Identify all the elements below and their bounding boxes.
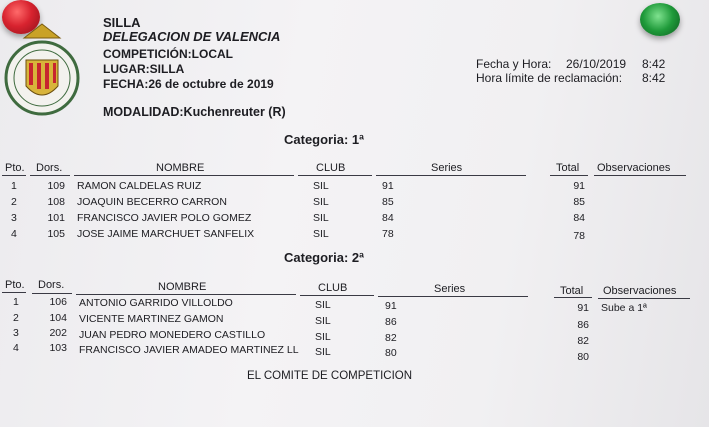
row-club: SIL bbox=[313, 228, 329, 240]
row-total: 91 bbox=[573, 180, 585, 192]
row-series: 91 bbox=[382, 180, 394, 192]
col-total: Total bbox=[560, 285, 584, 297]
col-nombre: NOMBRE bbox=[158, 281, 207, 293]
row-nombre: ANTONIO GARRIDO VILLOLDO bbox=[79, 297, 233, 309]
row-total: 85 bbox=[573, 196, 585, 208]
limite-label: Hora límite de reclamación: bbox=[476, 71, 623, 85]
row-club: SIL bbox=[313, 196, 329, 208]
row-total: 78 bbox=[573, 230, 585, 242]
col-dors: Dors. bbox=[36, 162, 63, 174]
fecha-hora-label: Fecha y Hora: bbox=[476, 57, 552, 71]
row-pto: 3 bbox=[11, 212, 17, 224]
row-pto: 3 bbox=[13, 327, 19, 339]
row-club: SIL bbox=[315, 315, 331, 327]
row-dors: 103 bbox=[49, 342, 67, 354]
club-crest-logo bbox=[2, 20, 82, 120]
row-series: 82 bbox=[385, 332, 397, 344]
row-club: SIL bbox=[313, 180, 329, 192]
row-series: 84 bbox=[382, 212, 394, 224]
limite-time: 8:42 bbox=[642, 71, 666, 85]
footer-committee: EL COMITE DE COMPETICION bbox=[247, 370, 413, 382]
row-pto: 1 bbox=[11, 180, 17, 192]
row-total: 91 bbox=[577, 302, 589, 314]
row-club: SIL bbox=[313, 212, 329, 224]
row-nombre: VICENTE MARTINEZ GAMON bbox=[79, 313, 224, 325]
row-dors: 202 bbox=[49, 327, 67, 339]
col-club: CLUB bbox=[316, 162, 346, 174]
col-nombre: NOMBRE bbox=[156, 162, 205, 174]
row-nombre: JUAN PEDRO MONEDERO CASTILLO bbox=[79, 329, 266, 341]
row-dors: 101 bbox=[47, 212, 65, 224]
fecha-hora-time: 8:42 bbox=[642, 57, 666, 71]
row-total: 80 bbox=[577, 351, 589, 363]
col-pto: Pto. bbox=[5, 162, 25, 174]
col-club: CLUB bbox=[318, 282, 348, 294]
row-obs: Sube a 1ª bbox=[601, 302, 647, 314]
col-dors: Dors. bbox=[38, 279, 65, 291]
row-series: 80 bbox=[385, 347, 397, 359]
date-label: FECHA:26 de octubre de 2019 bbox=[103, 77, 274, 91]
col-pto: Pto. bbox=[5, 279, 25, 291]
row-pto: 2 bbox=[13, 312, 19, 324]
row-series: 85 bbox=[382, 196, 394, 208]
row-pto: 4 bbox=[13, 342, 19, 354]
row-dors: 109 bbox=[47, 180, 65, 192]
row-club: SIL bbox=[315, 331, 331, 343]
row-nombre: JOAQUIN BECERRO CARRON bbox=[77, 196, 227, 208]
col-obs: Observaciones bbox=[597, 162, 671, 174]
green-pushpin-icon bbox=[640, 3, 680, 36]
category-1-title: Categoria: 1ª bbox=[284, 132, 364, 147]
row-nombre: JOSE JAIME MARCHUET SANFELIX bbox=[77, 228, 255, 240]
row-dors: 105 bbox=[47, 228, 65, 240]
row-club: SIL bbox=[315, 346, 331, 358]
row-nombre: RAMON CALDELAS RUIZ bbox=[77, 180, 202, 192]
row-dors: 108 bbox=[47, 196, 65, 208]
row-series: 78 bbox=[382, 228, 394, 240]
row-total: 82 bbox=[577, 335, 589, 347]
fecha-hora-date: 26/10/2019 bbox=[566, 57, 627, 71]
row-nombre: FRANCISCO JAVIER AMADEO MARTINEZ LL bbox=[79, 344, 299, 356]
row-dors: 106 bbox=[49, 296, 67, 308]
row-total: 86 bbox=[577, 319, 589, 331]
row-series: 86 bbox=[385, 316, 397, 328]
col-series: Series bbox=[434, 283, 466, 295]
row-dors: 104 bbox=[49, 312, 67, 324]
row-nombre: FRANCISCO JAVIER POLO GOMEZ bbox=[77, 212, 252, 224]
row-club: SIL bbox=[315, 299, 331, 311]
row-pto: 4 bbox=[11, 228, 17, 240]
modality-label: MODALIDAD:Kuchenreuter (R) bbox=[103, 105, 286, 119]
col-series: Series bbox=[431, 162, 463, 174]
place-label: LUGAR:SILLA bbox=[103, 62, 185, 76]
row-pto: 1 bbox=[13, 296, 19, 308]
competition-label: COMPETICIÓN:LOCAL bbox=[103, 47, 233, 61]
delegation-title: DELEGACION DE VALENCIA bbox=[103, 29, 281, 44]
col-obs: Observaciones bbox=[603, 285, 677, 297]
row-total: 84 bbox=[573, 212, 585, 224]
town-title: SILLA bbox=[103, 15, 141, 30]
row-series: 91 bbox=[385, 300, 397, 312]
col-total: Total bbox=[556, 162, 580, 174]
category-2-title: Categoria: 2ª bbox=[284, 250, 364, 265]
row-pto: 2 bbox=[11, 196, 17, 208]
